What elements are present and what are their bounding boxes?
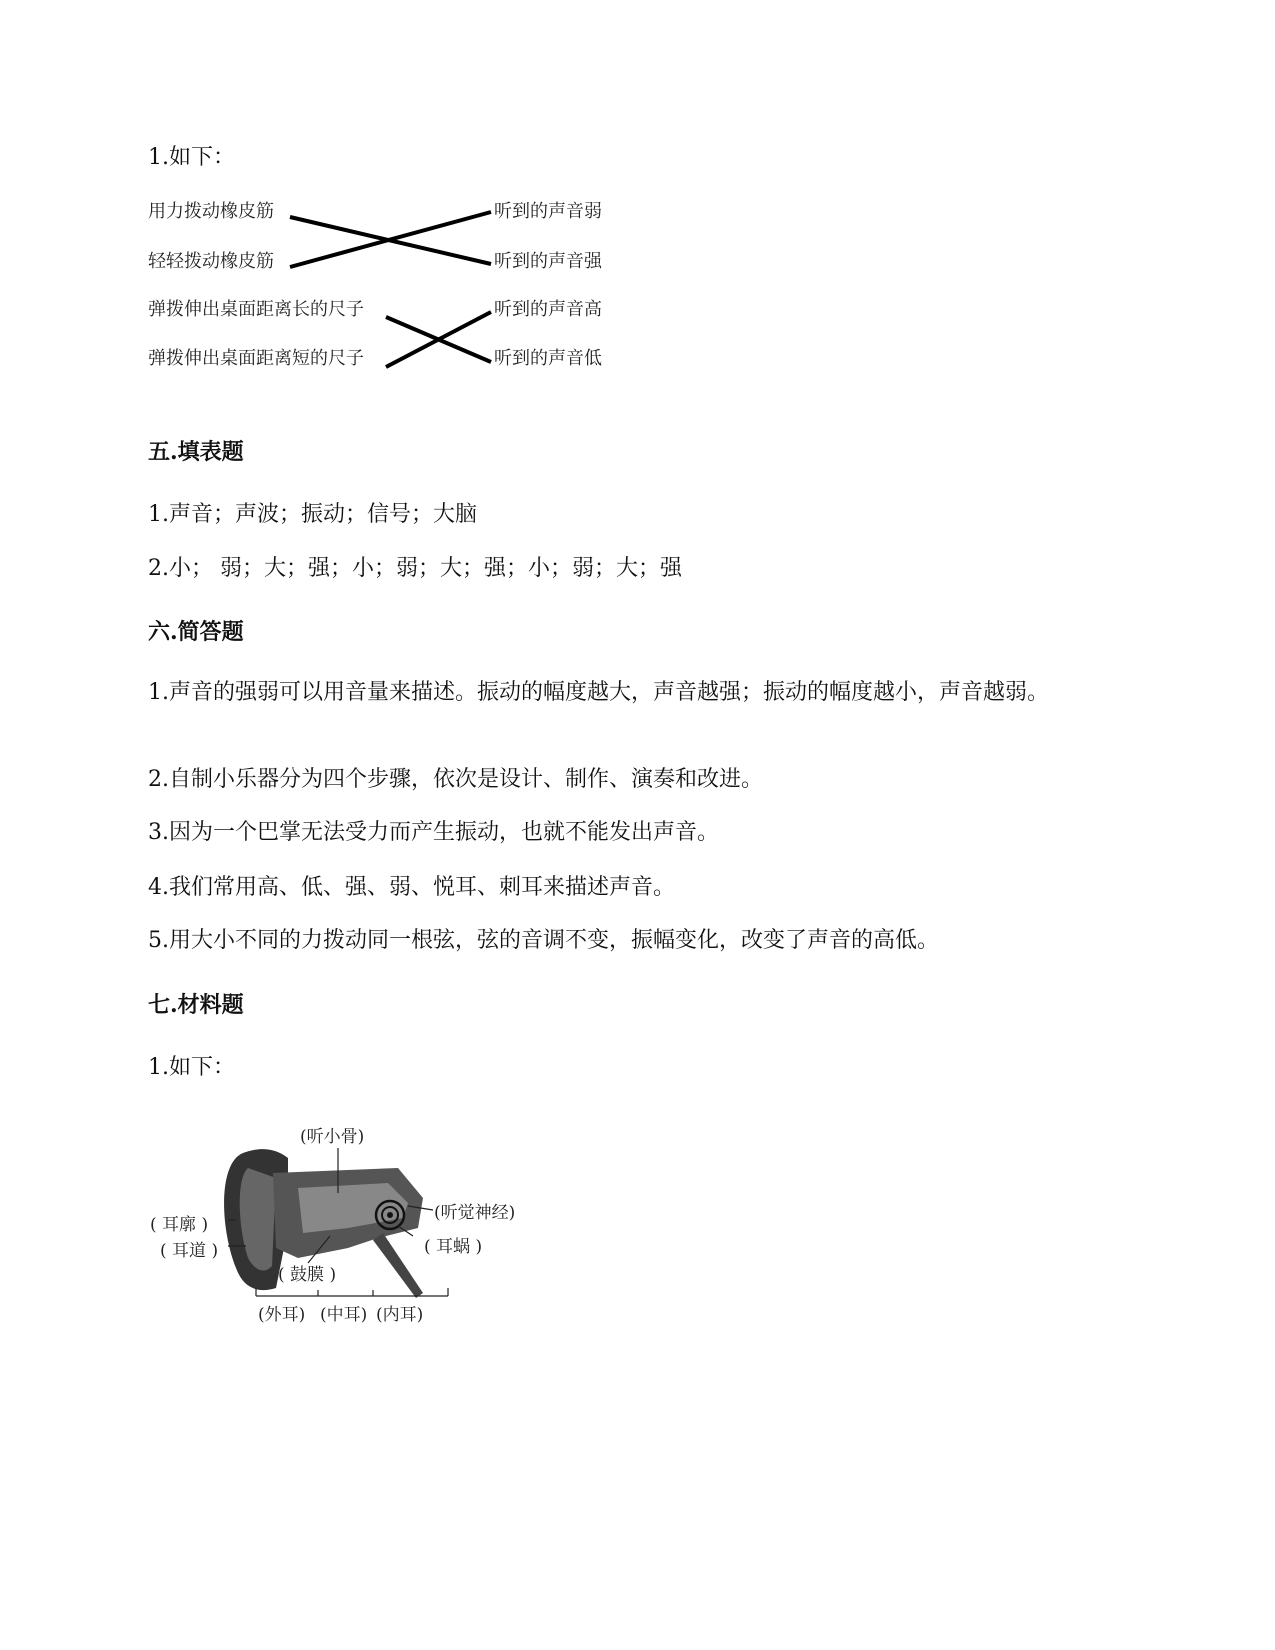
answer-item: 3.因为一个巴掌无法受力而产生振动，也就不能发出声音。	[148, 820, 719, 845]
section-title: 七.材料题	[148, 992, 244, 1018]
answer-item: 1.声音的强弱可以用音量来描述。振动的幅度越大，声音越强；振动的幅度越小，声音越弱。	[148, 680, 1049, 705]
right-item: 听到的声音弱	[494, 201, 602, 222]
label-auricle: ( 耳廓 )	[150, 1215, 209, 1235]
matching-diagram	[148, 195, 628, 385]
answer-item: 1.声音；声波；振动；信号；大脑	[148, 502, 477, 527]
left-item: 弹拨伸出桌面距离长的尺子	[148, 299, 364, 320]
label-canal: ( 耳道 )	[160, 1241, 219, 1261]
answer-item: 5.用大小不同的力拨动同一根弦，弦的音调不变，振幅变化，改变了声音的高低。	[148, 928, 939, 953]
answer-label: 1.如下：	[148, 1055, 235, 1080]
answer-item: 2.小； 弱；大；强；小；弱；大；强；小；弱；大；强	[148, 556, 682, 581]
label-cochlea: ( 耳蜗 )	[424, 1237, 483, 1257]
right-item: 听到的声音低	[494, 348, 602, 369]
matching-lines	[148, 195, 628, 385]
ear-diagram	[148, 1118, 548, 1333]
right-item: 听到的声音高	[494, 299, 602, 320]
label-inner-ear: (内耳)	[376, 1305, 424, 1325]
section-title: 五.填表题	[148, 439, 244, 465]
left-item: 轻轻拨动橡皮筋	[148, 251, 274, 272]
label-outer-ear: (外耳)	[258, 1305, 306, 1325]
left-item: 弹拨伸出桌面距离短的尺子	[148, 348, 364, 369]
answer-label: 1.如下：	[148, 145, 235, 170]
left-item: 用力拨动橡皮筋	[148, 201, 274, 222]
answer-item: 4.我们常用高、低、强、弱、悦耳、刺耳来描述声音。	[148, 875, 675, 900]
right-item: 听到的声音强	[494, 251, 602, 272]
match-line	[386, 312, 491, 367]
label-middle-ear: (中耳)	[320, 1305, 368, 1325]
label-eardrum: ( 鼓膜 )	[278, 1265, 337, 1285]
answer-item: 2.自制小乐器分为四个步骤，依次是设计、制作、演奏和改进。	[148, 767, 763, 792]
label-auditory-nerve: (听觉神经)	[434, 1203, 516, 1223]
label-ossicles: (听小骨)	[300, 1127, 365, 1147]
section-title: 六.简答题	[148, 619, 244, 645]
